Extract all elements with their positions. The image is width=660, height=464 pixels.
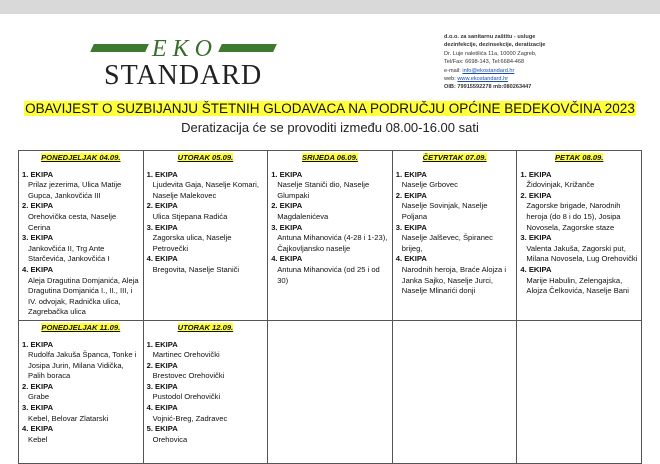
team-locations: Pustodol Orehovički <box>152 392 221 402</box>
team-label: 3. EKIPA <box>22 233 54 243</box>
eko-standard-logo <box>92 36 282 92</box>
team-locations: Antuna Mihanovića (4-28 i 1-23), Čajkovljansko naselje <box>277 233 388 253</box>
team-label: 3. EKIPA <box>395 222 427 232</box>
team-label: 3. EKIPA <box>22 403 54 413</box>
company-email-row <box>444 67 545 75</box>
team-locations: Naselje Sovinjak, Naselje Poljana <box>401 201 488 221</box>
team-locations: Orehovička cesta, Naselje Cerina <box>28 211 117 232</box>
day-label: PONEDJELJAK 11.09. <box>41 322 121 332</box>
team-label: 1. EKIPA <box>22 169 54 179</box>
team-locations: Antuna Mihanovića (od 25 i od 30) <box>277 264 380 285</box>
team-locations: Brestovec Orehovički <box>152 371 225 381</box>
notice-subtitle: Deratizacija će se provoditi između 08.00-16.00 sati <box>181 120 479 135</box>
day-label: UTORAK 12.09. <box>177 322 234 332</box>
team-label: 4. EKIPA <box>395 254 427 264</box>
team-label: 1. EKIPA <box>22 339 54 349</box>
day-cell <box>19 320 144 463</box>
team-locations: Narodnih heroja, Braće Alojza i Janka Sajko, Naselje Jurci, Naselje Mlinarići donji <box>401 264 507 296</box>
team-label: 2. EKIPA <box>395 190 427 200</box>
team-label: 1. EKIPA <box>146 339 178 349</box>
email-label: e-mail: <box>444 67 463 74</box>
day-header <box>396 153 514 164</box>
logo-stripe-right <box>218 44 277 52</box>
company-line-2: dezinfekcije, dezinsekcije, deratizacije <box>444 42 546 49</box>
team-locations: Zagorske brigade, Narodnih heroja (do 8 i do 15), Josipa Novosela, Zagorske staze <box>526 201 621 232</box>
team-label: 4. EKIPA <box>22 424 54 434</box>
team-locations: Židovinjak, Križanče <box>526 180 595 190</box>
day-label: ČETVRTAK 07.09. <box>422 153 487 162</box>
notice-title-wrap <box>0 100 660 118</box>
day-cell <box>392 151 517 321</box>
day-cell <box>143 320 268 463</box>
team-locations: Aleja Dragutina Domjanića, Aleja Dragutina Domjanića I., II., III, i IV. odvojak, Radnička ulica, Zagrebačka ulica <box>28 275 139 317</box>
team-label: 1. EKIPA <box>520 169 552 179</box>
day-header <box>271 153 389 164</box>
team-locations: Marije Habulin, Zelengajska, Alojza Čelkovića, Naselje Bani <box>526 275 629 296</box>
day-label: PONEDJELJAK 04.09. <box>41 153 121 162</box>
logo-stripe-left <box>90 44 149 52</box>
team-label: 3. EKIPA <box>271 222 303 232</box>
empty-cell <box>268 320 393 463</box>
day-header <box>147 153 265 164</box>
email-link[interactable]: info@ekostandard.hr <box>462 67 515 74</box>
team-locations: Naselje Staniči dio, Naselje Glumpaki <box>277 180 370 200</box>
team-locations: Rudolfa Jakuša Španca, Tonke i Josipa Jurin, Milana Vidička, Palih boraca <box>28 350 137 381</box>
team-locations: Orehovica <box>152 434 188 444</box>
company-address: Dr. Luje naletilića 11a, 10000 Zagreb, <box>444 50 537 57</box>
schedule-table <box>18 150 642 464</box>
company-phone: Tel/Fax: 6698-143, Tel:6684-468 <box>444 59 525 66</box>
team-label: 1. EKIPA <box>271 169 303 179</box>
team-label: 4. EKIPA <box>271 254 303 264</box>
team-locations: Ulica Stjepana Radića <box>152 211 228 221</box>
team-label: 2. EKIPA <box>146 201 178 211</box>
team-locations: Jankovčića II, Trg Ante Starčevića, Jankovčića I <box>28 243 110 264</box>
team-label: 3. EKIPA <box>146 222 178 232</box>
company-line-1: d.o.o. za sanitarnu zaštitu - usluge <box>444 34 536 40</box>
team-label: 2. EKIPA <box>22 381 54 391</box>
team-locations: Kebel <box>28 434 48 444</box>
team-locations: Prilaz jezerima, Ulica Matije Gupca, Jankovčića III <box>28 180 122 200</box>
schedule-week-2 <box>19 320 642 463</box>
team-locations: Bregovita, Naselje Staniči <box>152 264 240 274</box>
web-label: web: <box>444 76 458 83</box>
team-locations: Magdalenićeva <box>277 211 329 221</box>
team-label: 4. EKIPA <box>22 264 54 274</box>
day-header <box>147 323 265 334</box>
company-info <box>444 33 545 92</box>
team-locations: Naselje Grbovec <box>401 180 458 190</box>
team-label: 1. EKIPA <box>395 169 427 179</box>
team-label: 2. EKIPA <box>520 190 552 200</box>
day-label: SRIJEDA 06.09. <box>302 153 358 162</box>
notice-title: OBAVIJEST O SUZBIJANJU ŠTETNIH GLODAVACA NA PODRUČJU OPĆINE BEDEKOVČINA 2023 <box>25 101 635 116</box>
logo-standard-text: STANDARD <box>104 60 263 91</box>
logo-eko-text: EKO <box>152 36 218 62</box>
company-oib: OIB: 79915592278 mb:080263447 <box>444 84 532 91</box>
team-label: 3. EKIPA <box>146 381 178 391</box>
day-header <box>22 323 140 334</box>
team-locations: Grabe <box>28 392 50 402</box>
empty-cell <box>517 320 642 463</box>
team-locations: Vojnić-Breg, Zadravec <box>152 413 228 423</box>
team-locations: Zagorska ulica, Naselje Petrovečki <box>152 233 232 253</box>
empty-cell <box>392 320 517 463</box>
day-cell <box>268 151 393 321</box>
team-locations: Valenta Jakuša, Zagorski put, Milana Novosela, Lug Orehovički <box>526 243 638 264</box>
team-label: 4. EKIPA <box>146 254 178 264</box>
team-label: 2. EKIPA <box>271 201 303 211</box>
schedule-week-1 <box>19 151 642 321</box>
team-locations: Kebel, Belovar Zlatarski <box>28 413 109 423</box>
team-label: 5. EKIPA <box>146 424 178 434</box>
day-cell <box>19 151 144 321</box>
company-web-row <box>444 75 545 83</box>
day-header <box>22 153 140 164</box>
team-label: 2. EKIPA <box>146 360 178 370</box>
team-label: 1. EKIPA <box>146 169 178 179</box>
web-link[interactable]: www.ekostandard.hr <box>457 76 509 83</box>
day-cell <box>517 151 642 321</box>
day-cell <box>143 151 268 321</box>
day-header <box>520 153 638 164</box>
team-label: 3. EKIPA <box>520 233 552 243</box>
team-locations: Naselje Jalševec, Špiranec brijeg, <box>401 233 493 253</box>
team-locations: Martinec Orehovički <box>152 350 220 360</box>
team-locations: Ljudevita Gaja, Naselje Komari, Naselje Malekovec <box>152 180 259 200</box>
day-label: UTORAK 05.09. <box>177 153 234 162</box>
team-label: 4. EKIPA <box>520 264 552 274</box>
day-label: PETAK 08.09. <box>554 153 604 162</box>
team-label: 4. EKIPA <box>146 403 178 413</box>
team-label: 2. EKIPA <box>22 201 54 211</box>
page-top-edge <box>0 0 660 14</box>
